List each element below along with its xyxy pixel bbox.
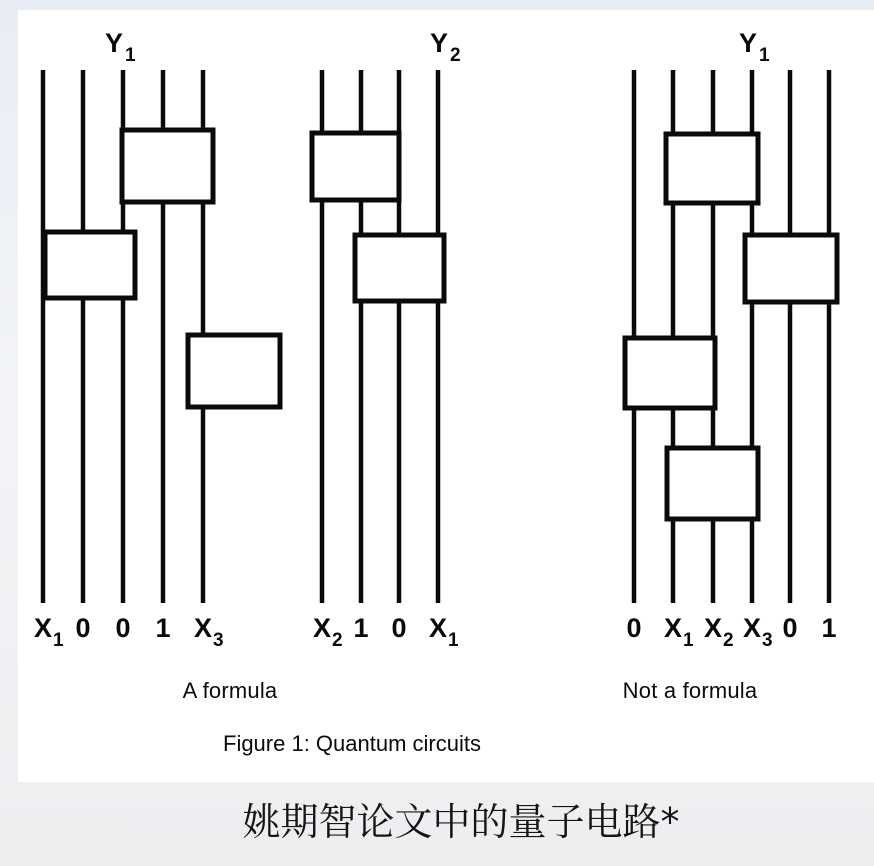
scanned-paper-figure [18,10,874,782]
gate-box [625,338,715,408]
gate-box [312,133,399,200]
input-label-subscript: 1 [683,630,694,651]
output-label-subscript: 1 [759,45,770,66]
gate-box [122,130,213,202]
input-label-subscript: 3 [762,630,773,651]
input-label: 0 [626,613,642,643]
input-label: 0 [782,613,798,643]
output-label-subscript: 2 [450,45,461,66]
input-label: 1 [353,613,369,643]
gate-box [745,235,837,302]
gate-box [667,448,758,519]
input-label-subscript: 2 [332,630,343,651]
input-label: 0 [75,613,91,643]
gate-box [45,232,135,298]
input-label: 1 [155,613,171,643]
circuit-middle [312,28,461,651]
figure-caption: Figure 1: Quantum circuits [223,731,481,756]
input-label: X [742,613,762,643]
input-label: X [703,613,723,643]
output-label: Y [104,28,124,58]
output-label-subscript: 1 [125,45,136,66]
gate-box [666,134,758,203]
circuit-right [625,28,837,651]
input-label-subscript: 1 [448,630,459,651]
caption-a-formula: A formula [182,678,278,703]
caption-not-a-formula: Not a formula [622,678,758,703]
input-label: 1 [821,613,837,643]
quantum-circuits-diagram [18,10,874,782]
gate-box [355,235,444,301]
input-label-subscript: 3 [213,630,224,651]
circuit-left [34,28,280,651]
input-label: 0 [115,613,131,643]
input-label-subscript: 2 [723,630,734,651]
gate-box [188,335,280,407]
input-label: X [428,613,448,643]
output-label: Y [738,28,758,58]
input-label: X [33,613,53,643]
input-label: X [193,613,213,643]
input-label: 0 [391,613,407,643]
input-label: X [312,613,332,643]
input-label: X [663,613,683,643]
output-label: Y [429,28,449,58]
subtitle-chinese: 姚期智论文中的量子电路* [242,799,680,844]
input-label-subscript: 1 [53,630,64,651]
